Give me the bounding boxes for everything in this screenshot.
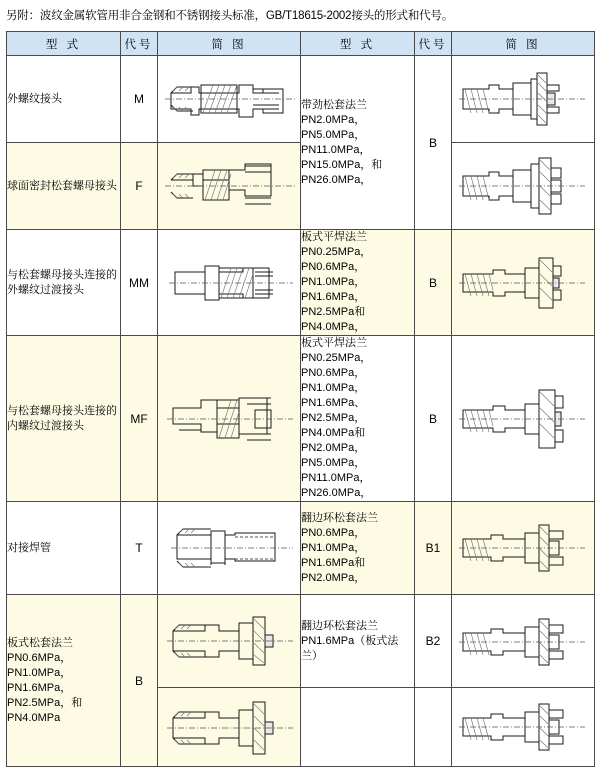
header-type-right: 型 式 <box>301 32 415 56</box>
header-code-right: 代号 <box>415 32 452 56</box>
cell-type: 板式平焊法兰 PN0.25MPa，PN0.6MPa，PN1.0MPa，PN1.6MPa，PN2.5MPa和PN4.0MPa， <box>301 230 415 336</box>
ribbed-lap-joint-flange-icon <box>453 59 593 139</box>
page-caption: 另附：波纹金属软管用非合金钢和不锈钢接头标准，GB/T18615-2002接头的形式和代号。 <box>6 10 454 22</box>
table-row <box>7 595 595 688</box>
cell-type: 翻边环松套法兰 PN1.6MPa（板式法兰） <box>301 595 415 688</box>
cell-figure <box>158 336 301 502</box>
cell-type: 球面密封松套螺母接头 <box>7 143 121 230</box>
spherical-seal-union-nut-fitting-icon <box>159 146 299 226</box>
table-row <box>7 230 595 336</box>
female-transition-fitting-icon <box>159 376 299 462</box>
cell-type: 与松套螺母接头连接的内螺纹过渡接头 <box>7 336 121 502</box>
cell-figure <box>158 56 301 143</box>
cell-figure <box>452 502 595 595</box>
header-type-left: 型 式 <box>7 32 121 56</box>
cell-type: 翻边环松套法兰 PN0.6MPa，PN1.0MPa，PN1.6MPa和PN2.0MPa， <box>301 502 415 595</box>
cell-code: T <box>121 502 158 595</box>
flared-ring-lap-flange-2-icon <box>453 597 593 685</box>
cell-code: B <box>415 56 452 230</box>
cell-figure <box>452 56 595 143</box>
header-figure-left: 简 图 <box>158 32 301 56</box>
butt-weld-pipe-icon <box>159 505 299 591</box>
male-transition-fitting-icon <box>159 242 299 324</box>
plate-lap-joint-flange-icon-2 <box>159 690 299 764</box>
table-row <box>7 56 595 143</box>
cell-figure <box>158 688 301 767</box>
cell-type: 板式平焊法兰 PN0.25MPa，PN0.6MPa，PN1.0MPa，PN1.6MPa、PN2.5MPa，PN4.0MPa和PN2.0MPa，PN5.0MPa，PN11.0MPa，PN26.0MPa， <box>301 336 415 502</box>
cell-code: B <box>121 595 158 767</box>
flared-ring-lap-flange-3-icon <box>453 690 593 764</box>
cell-code: B <box>415 336 452 502</box>
cell-type: 与松套螺母接头连接的外螺纹过渡接头 <box>7 230 121 336</box>
plate-lap-joint-flange-icon <box>159 597 299 685</box>
cell-code: M <box>121 56 158 143</box>
cell-type: 板式松套法兰 PN0.6MPa，PN1.0MPa，PN1.6MPa，PN2.5MPa，和PN4.0MPa <box>7 595 121 767</box>
header-figure-right: 简 图 <box>452 32 595 56</box>
cell-type: 带劲松套法兰 PN2.0MPa，PN5.0MPa，PN11.0MPa，PN15.0MPa，和PN26.0MPa， <box>301 56 415 230</box>
plate-welding-flange-2-icon <box>453 376 593 462</box>
cell-code: B2 <box>415 595 452 688</box>
male-thread-fitting-icon <box>159 59 299 139</box>
table-row <box>7 502 595 595</box>
table-header <box>7 32 595 56</box>
cell-figure <box>158 502 301 595</box>
cell-type-filler <box>301 688 415 767</box>
fittings-table <box>6 31 595 767</box>
cell-figure <box>158 230 301 336</box>
cell-figure <box>452 336 595 502</box>
header-code-left: 代号 <box>121 32 158 56</box>
cell-figure <box>158 143 301 230</box>
cell-figure <box>452 230 595 336</box>
plate-welding-flange-icon <box>453 242 593 324</box>
table-body <box>7 56 595 767</box>
cell-code: F <box>121 143 158 230</box>
cell-code: MM <box>121 230 158 336</box>
cell-figure <box>452 595 595 688</box>
flared-ring-lap-flange-icon <box>453 505 593 591</box>
cell-figure <box>452 143 595 230</box>
cell-code: B1 <box>415 502 452 595</box>
cell-type: 对接焊管 <box>7 502 121 595</box>
cell-code: MF <box>121 336 158 502</box>
ribbed-lap-joint-flange-icon-2 <box>453 146 593 226</box>
cell-figure <box>158 595 301 688</box>
table-row <box>7 336 595 502</box>
cell-figure-filler <box>452 688 595 767</box>
cell-type: 外螺纹接头 <box>7 56 121 143</box>
cell-code-filler <box>415 688 452 767</box>
cell-code: B <box>415 230 452 336</box>
